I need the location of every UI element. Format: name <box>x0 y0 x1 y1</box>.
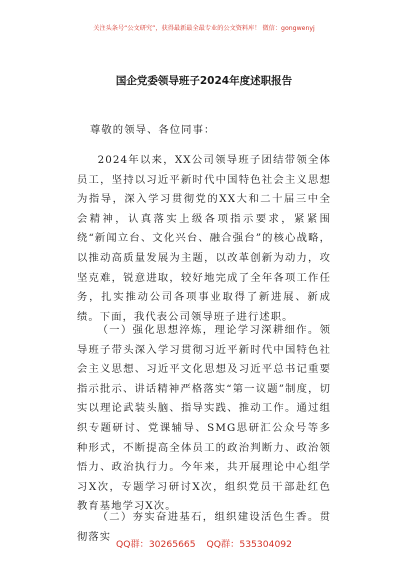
header-banner: 关注头条号“公文研究”，获得最新最全最专业的公文资料库！ 微信：gongwenyj <box>93 25 315 32</box>
document-title: 国企党委领导班子2024年度述职报告 <box>115 75 293 87</box>
paragraph-section-1 <box>77 321 331 517</box>
salutation: 尊敬的领导、各位同事： <box>90 124 216 136</box>
paragraph-intro <box>77 151 331 327</box>
paragraph-text: （二）夯实奋进基石，组织建设活色生香。贯彻落实 <box>77 511 331 543</box>
paragraph-text: （一）强化思想淬炼，理论学习深耕细作。领导班子带头深入学习贯彻习近平新时代中国特色社会主义思想、习近平文化思想及习近平总书记重要指示批示、讲话精神严格落实“第一议题”制度，切实以理论武装头脑、指导实践、推动工作。通过组织专题研讨、党课辅导、SMG思研汇公众号等多种形式，不断提高全体员工的政治判断力、政治领悟力、政治执行力。今年来，共开展理论中心组学习X次，专题学习研讨X次，组织党员干部赴红色教育基地学习X次。 <box>77 324 331 513</box>
footer-contact <box>0 536 408 550</box>
paragraph-text: 2024年以来，XX公司领导班子团结带领全体员工，坚持以习近平新时代中国特色社会主义思想为指导，深入学习贯彻党的XX大和二十届三中全会精神，认真落实上级各项指示要求，紧紧围绕“新闻立台、文化兴台、融合强台”的核心战略，以推动高质量发展为主题，以改革创新为动力，攻坚克难，锐意进取，较好地完成了全年各项工作任务，扎实推动公司各项事业取得了新进展、新成绩。下面，我代表公司领导班子进行述职。 <box>77 154 331 323</box>
qq-group-2: QQ群：535304092 <box>206 539 292 550</box>
qq-group-1: QQ群：30265665 <box>116 539 196 550</box>
